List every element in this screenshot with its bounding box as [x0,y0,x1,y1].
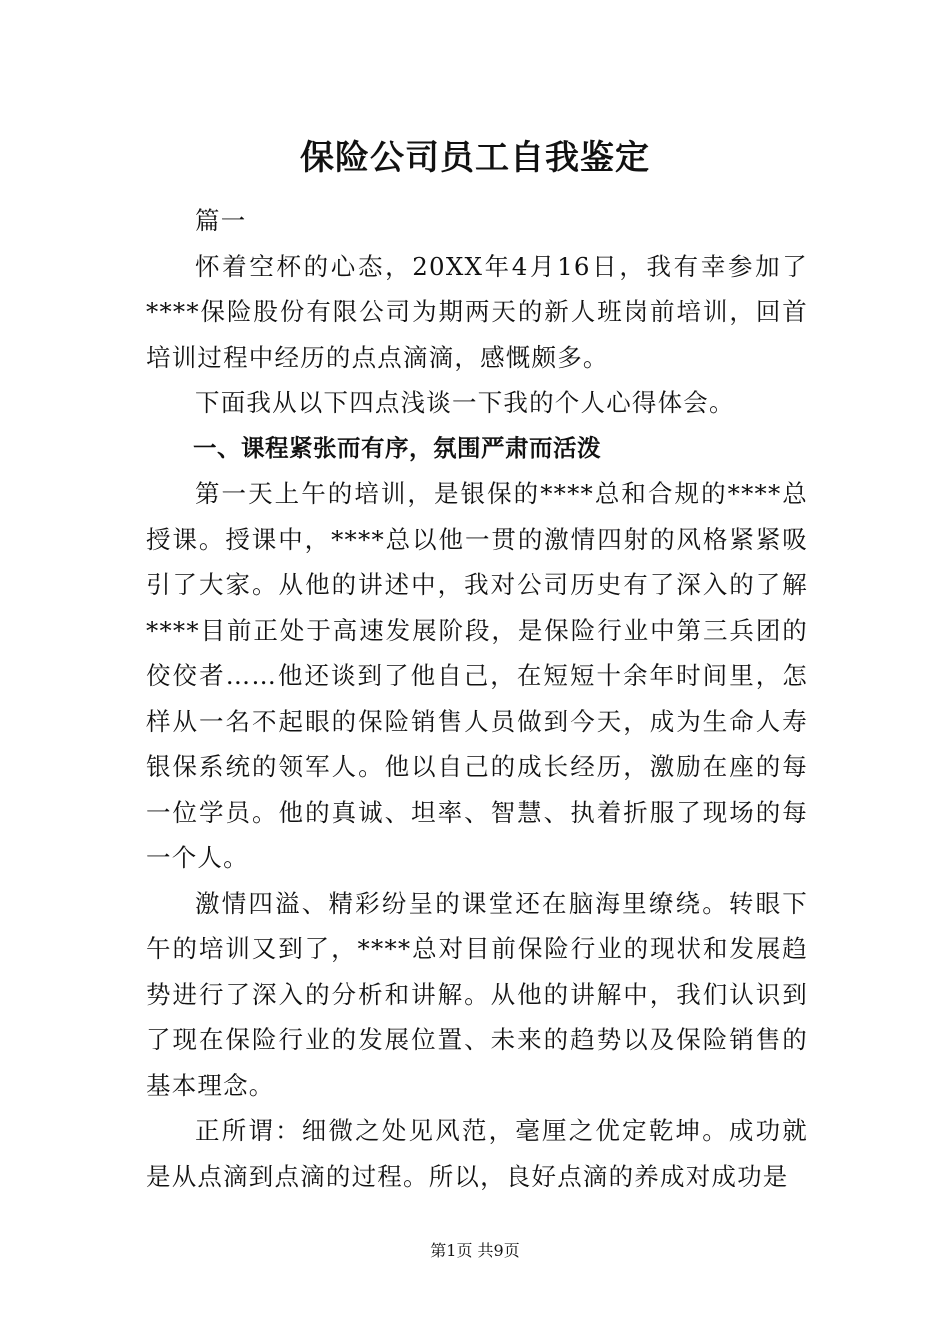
section-label: 篇一 [195,206,247,235]
section-heading-1: 一、课程紧张而有序，氛围严肃而活泼 [193,433,601,462]
document-title: 保险公司员工自我鉴定 [300,138,650,178]
page-number-footer: 第1页 共9页 [430,1241,520,1260]
paragraph-intro: 怀着空杯的心态，20XX年4月16日，我有幸参加了****保险股份有限公司为期两天的新人班岗前培训，回首培训过程中经历的点点滴滴，感慨颇多。 [146,251,808,372]
paragraph-day-one-afternoon: 激情四溢、精彩纷呈的课堂还在脑海里缭绕。转眼下午的培训又到了，****总对目前保险行业的现状和发展趋势进行了深入的分析和讲解。从他的讲解中，我们认识到了现在保险行业的发展位置、未来的趋势以及保险销售的基本理念。 [146,888,808,1100]
document-body [146,198,808,1199]
paragraph-details: 正所谓：细微之处见风范，毫厘之优定乾坤。成功就是从点滴到点滴的过程。所以，良好点滴的养成对成功是 [146,1116,808,1191]
paragraph-day-one-morning: 第一天上午的培训，是银保的****总和合规的****总授课。授课中，****总以他一贯的激情四射的风格紧紧吸引了大家。从他的讲述中，我对公司历史有了深入的了解****目前正处于高速发展阶段，是保险行业中第三兵团的佼佼者……他还谈到了他自己，在短短十余年时间里，怎样从一名不起眼的保险销售人员做到今天，成为生命人寿银保系统的领军人。他以自己的成长经历，激励在座的每一位学员。他的真诚、坦率、智慧、执着折服了现场的每一个人。 [146,479,808,872]
paragraph-overview: 下面我从以下四点浅谈一下我的个人心得体会。 [195,388,735,417]
